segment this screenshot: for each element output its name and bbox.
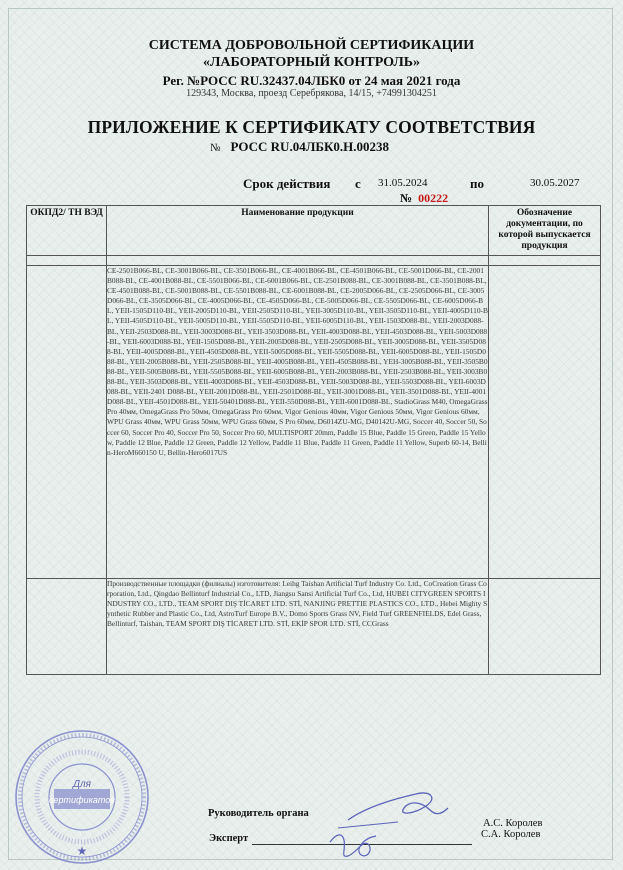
system-subname: «ЛАБОРАТОРНЫЙ КОНТРОЛЬ» — [202, 55, 421, 70]
documentation-cell — [489, 266, 601, 579]
product-list-cell: CE-2501B066-BL, CE-3001B066-BL, CE-3501B066-BL, CE-4001B066-BL, CE-4501B066-BL, CE-5001D066-BL, CE-2001B088-BL, CE-4001B088-BL, CE-5501B066-BL, CE-6001B066-BL, CE-2501B088-BL, CE-3001B088-BL, CE-3501B088-BL, CE-4501B088-BL, CE-5001B088-BL, CE-5501B088-BL, CE-6001B088-BL, CE-2005D066-BL, CE-2505D066-BL, CE-3005D066-BL, CE-3505D066-BL, CE-4005D066-BL, CE-4505D066-BL, CE-5005D066-BL, CE-5505D066-BL, CE-6005D066-BL, YEII-1505D110-BL, YEII-2005D110-BL, YEII-2505D110-BL, YEII-3005D110-BL, YEII-3505D110-BL, YEII-4005D110-BL, YEII-4505D110-BL, YEII-5005D110-BL, YEII-5505D110-BL, YEII-6005D110-BL, YEII-1503D088-BL, YEII-2003D088-BL, YEII-2503D088-BL, YEII-3003D088-BL, YEII-3503D088-BL, YEII-4003D088-BL, YEII-4503D088-BL, YEII-5003D088-BL, YEII-6003D088-BL, YEII-1505D088-BL, YEII-2005D088-BL, YEII-2505D088-BL, YEII-3005D088-BL, YEII-3505D088-BL, YEII-4005D088-BL, YEII-4505D088-BL, YEII-5005D088-BL, YEII-5505D088-BL, YEII-6005D088-BL, YEII-1505D088-BL, YEII-2005B088-BL, YEII-2505B088-BL, YEII-4005B088-BL, YEII-4505B088-BL, YEH-3005B088-BL, YEII-3505B088-BL, YEII-5005B088-BL, YEII-5505B088-BL, YEII-6005B088-BL, YEII-2003B088-BL, YEII-2503B088-BL, YEII-3003B088-BL, YEII-3503D088-BL, YEII-4003D088-BL, YEII-4503D088-BL, YEII-5003D088-BL, YEII-5503D088-BL, YEII-6003D088-BL, YEII-2401 D088-BL, YEII-2001D088-BL, YEII-2501D088-BL, YEII-3001D088-BL, YEII-3501D088-BL, YEII-4001D088-BL, YEII-4501D088-BL, YEII-50401D088-BL, YEII-550D088-BL, YEII-6001D088-BL, StadioGrass M40, OmegaGrass Pro 40мм, OmegaGrass Pro 50мм, OmegaGrass Pro 60мм, Vigor Genious 40мм, Vigor Genious 50мм, Vigor Genious 60мм, WPU Grass 40мм, WPU Grass 50мм, WPU Grass 60мм, S Pro 60мм, D6014ZU-MG, D40142U-MG, Soccer 40, Soccer 50, Soccer 60, Soccer Pro 40, Soccer Pro 50, Soccer Pro 60, MULTISPORT 20mm, Paddle 15 Blue, Paddle 15 Green, Paddle 15 Yellow, Paddle 12 Blue, Paddle 12 Green, Paddle 12 Yellow, Paddle 11 Blue, Paddle 11 Green, Paddle 11 Yellow, Superb 60-14, Bellin-HeroM660150 U, Bellin-Hero6017US — [107, 266, 489, 579]
blank-number-value: 00222 — [418, 191, 449, 205]
validity-to-date: 30.05.2027 — [530, 177, 580, 189]
validity-to-label: по — [470, 176, 484, 191]
expert-name: С.А. Королев — [481, 829, 541, 840]
document-title: ПРИЛОЖЕНИЕ К СЕРТИФИКАТУ СООТВЕТСТВИЯ — [87, 117, 536, 137]
products-table — [26, 205, 601, 675]
blank-number-label: № — [400, 191, 413, 205]
table-header-row — [27, 206, 601, 256]
validity-from-label: с — [355, 176, 361, 191]
table-spacer-row — [27, 256, 601, 266]
seal-text-top: Для — [72, 779, 92, 790]
manufacturers-cell: Производственные площадки (филиалы) изготовителя: Leihg Taishan Artificial Turf Industry Co. Ltd., CoCreation Grass Corporation, Ltd., Qingdao Bellinturf Industrial Co., LTD, Jiangsu Sansi Artificial Turf Co., Ltd, HUBEI CITYGREEN SPORTS INDUSTRY CO., LTD., TEAM SPORT DIŞ TİCARET LTD. STİ, NANJING PRETTIE PLASTICS CO., LTD., Hebei Mighty Synthetic Rubber and Plastic Co., Ltd, AstroTurf Europe B.V., Domo Sports Grass NV, Field Turf GREENFIELDS, Edel Grass, Bellinturf, Taishan, TEAM SPORT DIŞ TİCARET LTD. STİ, EKİP SPOR LTD. STİ, CCGrass — [107, 579, 489, 675]
svg-text:★: ★ — [76, 844, 88, 858]
header-okpd: ОКПД2/ ТН ВЭД — [27, 206, 107, 256]
address-line: 129343, Москва, проезд Серебрякова, 14/15, +74991304251 — [186, 88, 437, 99]
head-name: А.С. Королев — [483, 818, 543, 829]
registration-line: Рег. №РОСС RU.32437.04ЛБК0 от 24 мая 2021 года — [162, 73, 461, 88]
certificate-number-value: РОСС RU.04ЛБК0.Н.00238 — [230, 139, 390, 154]
certificate-number — [210, 139, 389, 155]
validity-label: Срок действия — [243, 176, 331, 191]
organization-seal-stamp — [12, 727, 152, 867]
blank-number — [400, 191, 448, 206]
number-sign: № — [210, 142, 221, 154]
system-name: СИСТЕМА ДОБРОВОЛЬНОЙ СЕРТИФИКАЦИИ — [148, 38, 475, 53]
expert-label: Эксперт — [209, 833, 249, 844]
okpd-cell — [27, 579, 107, 675]
validity-from-date: 31.05.2024 — [378, 177, 428, 189]
handwritten-signatures — [318, 784, 468, 866]
header-product-name: Наименование продукции — [107, 206, 489, 256]
documentation-cell — [489, 579, 601, 675]
table-row — [27, 579, 601, 675]
head-label: Руководитель органа — [208, 808, 309, 819]
seal-text-bottom: сертификатов — [49, 795, 115, 805]
header-documentation: Обозначение документации, по которой выпускается продукция — [489, 206, 601, 256]
table-row — [27, 266, 601, 579]
okpd-cell — [27, 266, 107, 579]
